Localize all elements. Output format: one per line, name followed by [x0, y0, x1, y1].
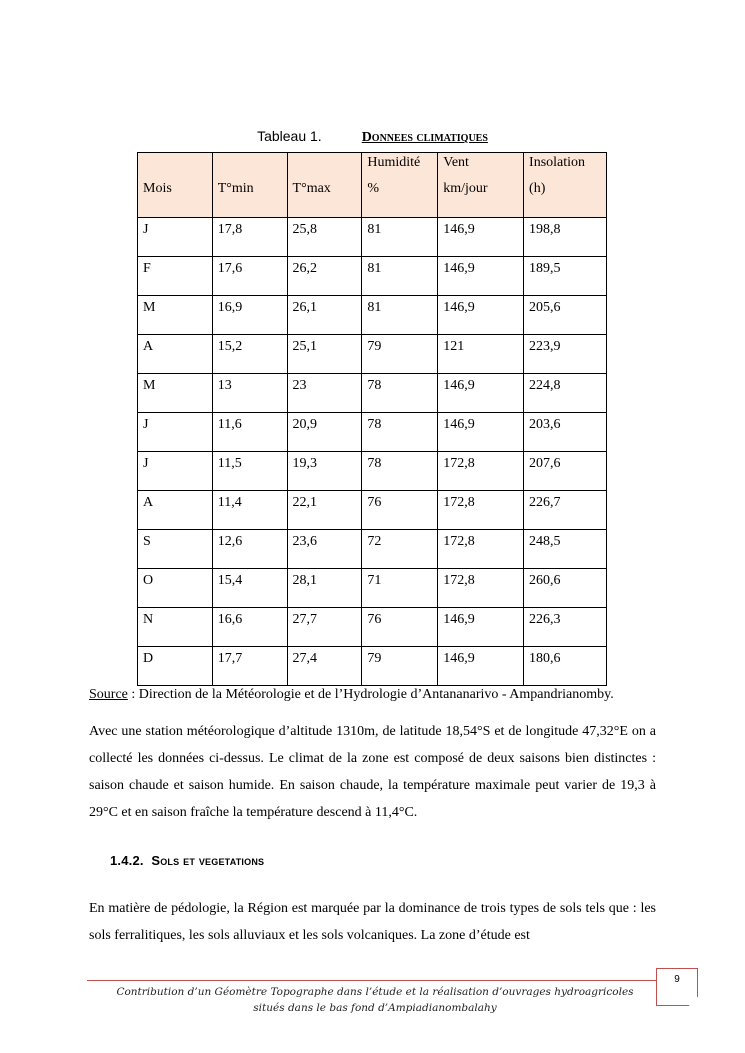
cell-humidite: 76 — [362, 491, 438, 530]
cell-vent: 146,9 — [438, 647, 524, 686]
table-row — [138, 530, 607, 569]
header-mois: Mois — [138, 153, 213, 218]
cell-vent: 146,9 — [438, 413, 524, 452]
section-heading — [110, 853, 264, 868]
cell-tmax: 27,4 — [287, 647, 362, 686]
cell-mois: J — [138, 413, 213, 452]
cell-tmax: 26,1 — [287, 296, 362, 335]
header-humidite: Humidité % — [362, 153, 438, 218]
cell-tmin: 17,8 — [212, 218, 287, 257]
cell-mois: A — [138, 335, 213, 374]
source-note — [89, 686, 669, 704]
cell-vent: 172,8 — [438, 491, 524, 530]
table-row — [138, 335, 607, 374]
cell-insolation: 226,7 — [524, 491, 607, 530]
cell-tmax: 22,1 — [287, 491, 362, 530]
cell-humidite: 79 — [362, 647, 438, 686]
section-title: Sols et vegetations — [151, 853, 265, 868]
cell-mois: M — [138, 296, 213, 335]
table-row — [138, 374, 607, 413]
table-row — [138, 647, 607, 686]
cell-humidite: 79 — [362, 335, 438, 374]
table-caption — [0, 127, 745, 147]
cell-tmax: 25,1 — [287, 335, 362, 374]
cell-insolation: 205,6 — [524, 296, 607, 335]
footer-rule — [87, 980, 659, 981]
cell-vent: 146,9 — [438, 608, 524, 647]
cell-humidite: 81 — [362, 218, 438, 257]
table-row — [138, 608, 607, 647]
cell-mois: D — [138, 647, 213, 686]
cell-tmax: 28,1 — [287, 569, 362, 608]
cell-tmin: 16,6 — [212, 608, 287, 647]
cell-humidite: 78 — [362, 452, 438, 491]
section-number: 1.4.2. — [110, 853, 144, 868]
header-insolation: Insolation (h) — [524, 153, 607, 218]
cell-humidite: 72 — [362, 530, 438, 569]
cell-tmax: 26,2 — [287, 257, 362, 296]
cell-tmax: 23 — [287, 374, 362, 413]
cell-insolation: 203,6 — [524, 413, 607, 452]
cell-tmin: 12,6 — [212, 530, 287, 569]
cell-vent: 172,8 — [438, 569, 524, 608]
paragraph-pedology: En matière de pédologie, la Région est marquée par la dominance de trois types de sols tels que : les sols ferralitiques, les sols alluviaux et les sols volcaniques. La zone d’étude est — [89, 901, 656, 943]
cell-tmin: 11,5 — [212, 452, 287, 491]
cell-humidite: 81 — [362, 257, 438, 296]
table-row — [138, 257, 607, 296]
cell-tmax: 23,6 — [287, 530, 362, 569]
source-text: : Direction de la Météorologie et de l’Hydrologie d’Antananarivo - Ampandrianomby. — [127, 687, 614, 702]
cell-tmax: 25,8 — [287, 218, 362, 257]
table-row — [138, 218, 607, 257]
cell-tmin: 13 — [212, 374, 287, 413]
cell-insolation: 198,8 — [524, 218, 607, 257]
cell-tmin: 11,6 — [212, 413, 287, 452]
cell-humidite: 78 — [362, 374, 438, 413]
cell-mois: S — [138, 530, 213, 569]
cell-humidite: 78 — [362, 413, 438, 452]
table-row — [138, 452, 607, 491]
cell-vent: 146,9 — [438, 257, 524, 296]
cell-mois: A — [138, 491, 213, 530]
cell-tmin: 16,9 — [212, 296, 287, 335]
cell-insolation: 223,9 — [524, 335, 607, 374]
cell-vent: 172,8 — [438, 452, 524, 491]
cell-mois: F — [138, 257, 213, 296]
cell-mois: O — [138, 569, 213, 608]
cell-humidite: 76 — [362, 608, 438, 647]
cell-vent: 146,9 — [438, 296, 524, 335]
header-tmax: T°max — [287, 153, 362, 218]
table-caption-label: Tableau 1. — [257, 128, 322, 144]
cell-insolation: 224,8 — [524, 374, 607, 413]
cell-insolation: 189,5 — [524, 257, 607, 296]
climate-data-table — [137, 152, 607, 686]
cell-insolation: 207,6 — [524, 452, 607, 491]
paragraph-climate: Avec une station météorologique d’altitude 1310m, de latitude 18,54°S et de longitude 47,32°E on a collecté les données ci-dessus. Le climat de la zone est composé de deux saisons bien distinctes : saison chaude et saison humide. En saison chaude, la température maximale peut varier de 19,3 à 29°C et en saison fraîche la température descend à 11,4°C. — [89, 724, 656, 820]
cell-insolation: 226,3 — [524, 608, 607, 647]
table-header-row — [138, 153, 607, 218]
cell-mois: M — [138, 374, 213, 413]
cell-vent: 172,8 — [438, 530, 524, 569]
cell-mois: N — [138, 608, 213, 647]
table-body — [138, 218, 607, 686]
cell-tmin: 15,4 — [212, 569, 287, 608]
cell-tmax: 19,3 — [287, 452, 362, 491]
source-label: Source — [89, 687, 128, 702]
cell-mois: J — [138, 452, 213, 491]
table-row — [138, 569, 607, 608]
page-number: 9 — [674, 974, 680, 985]
cell-tmin: 15,2 — [212, 335, 287, 374]
table-row — [138, 491, 607, 530]
cell-tmax: 27,7 — [287, 608, 362, 647]
cell-tmin: 11,4 — [212, 491, 287, 530]
cell-mois: J — [138, 218, 213, 257]
header-vent: Vent km/jour — [438, 153, 524, 218]
cell-vent: 146,9 — [438, 218, 524, 257]
cell-insolation: 248,5 — [524, 530, 607, 569]
cell-tmin: 17,7 — [212, 647, 287, 686]
header-tmin: T°min — [212, 153, 287, 218]
cell-insolation: 260,6 — [524, 569, 607, 608]
cell-tmin: 17,6 — [212, 257, 287, 296]
cell-humidite: 81 — [362, 296, 438, 335]
table-row — [138, 413, 607, 452]
table-row — [138, 296, 607, 335]
cell-tmax: 20,9 — [287, 413, 362, 452]
table-caption-title: Donnees climatiques — [361, 130, 488, 145]
cell-humidite: 71 — [362, 569, 438, 608]
cell-vent: 121 — [438, 335, 524, 374]
footer-text: Contribution d’un Géomètre Topographe dans l’étude et la réalisation d’ouvrages hydroagricoles situés dans le bas fond d’Ampiadianombalahy — [116, 986, 634, 1014]
cell-insolation: 180,6 — [524, 647, 607, 686]
cell-vent: 146,9 — [438, 374, 524, 413]
